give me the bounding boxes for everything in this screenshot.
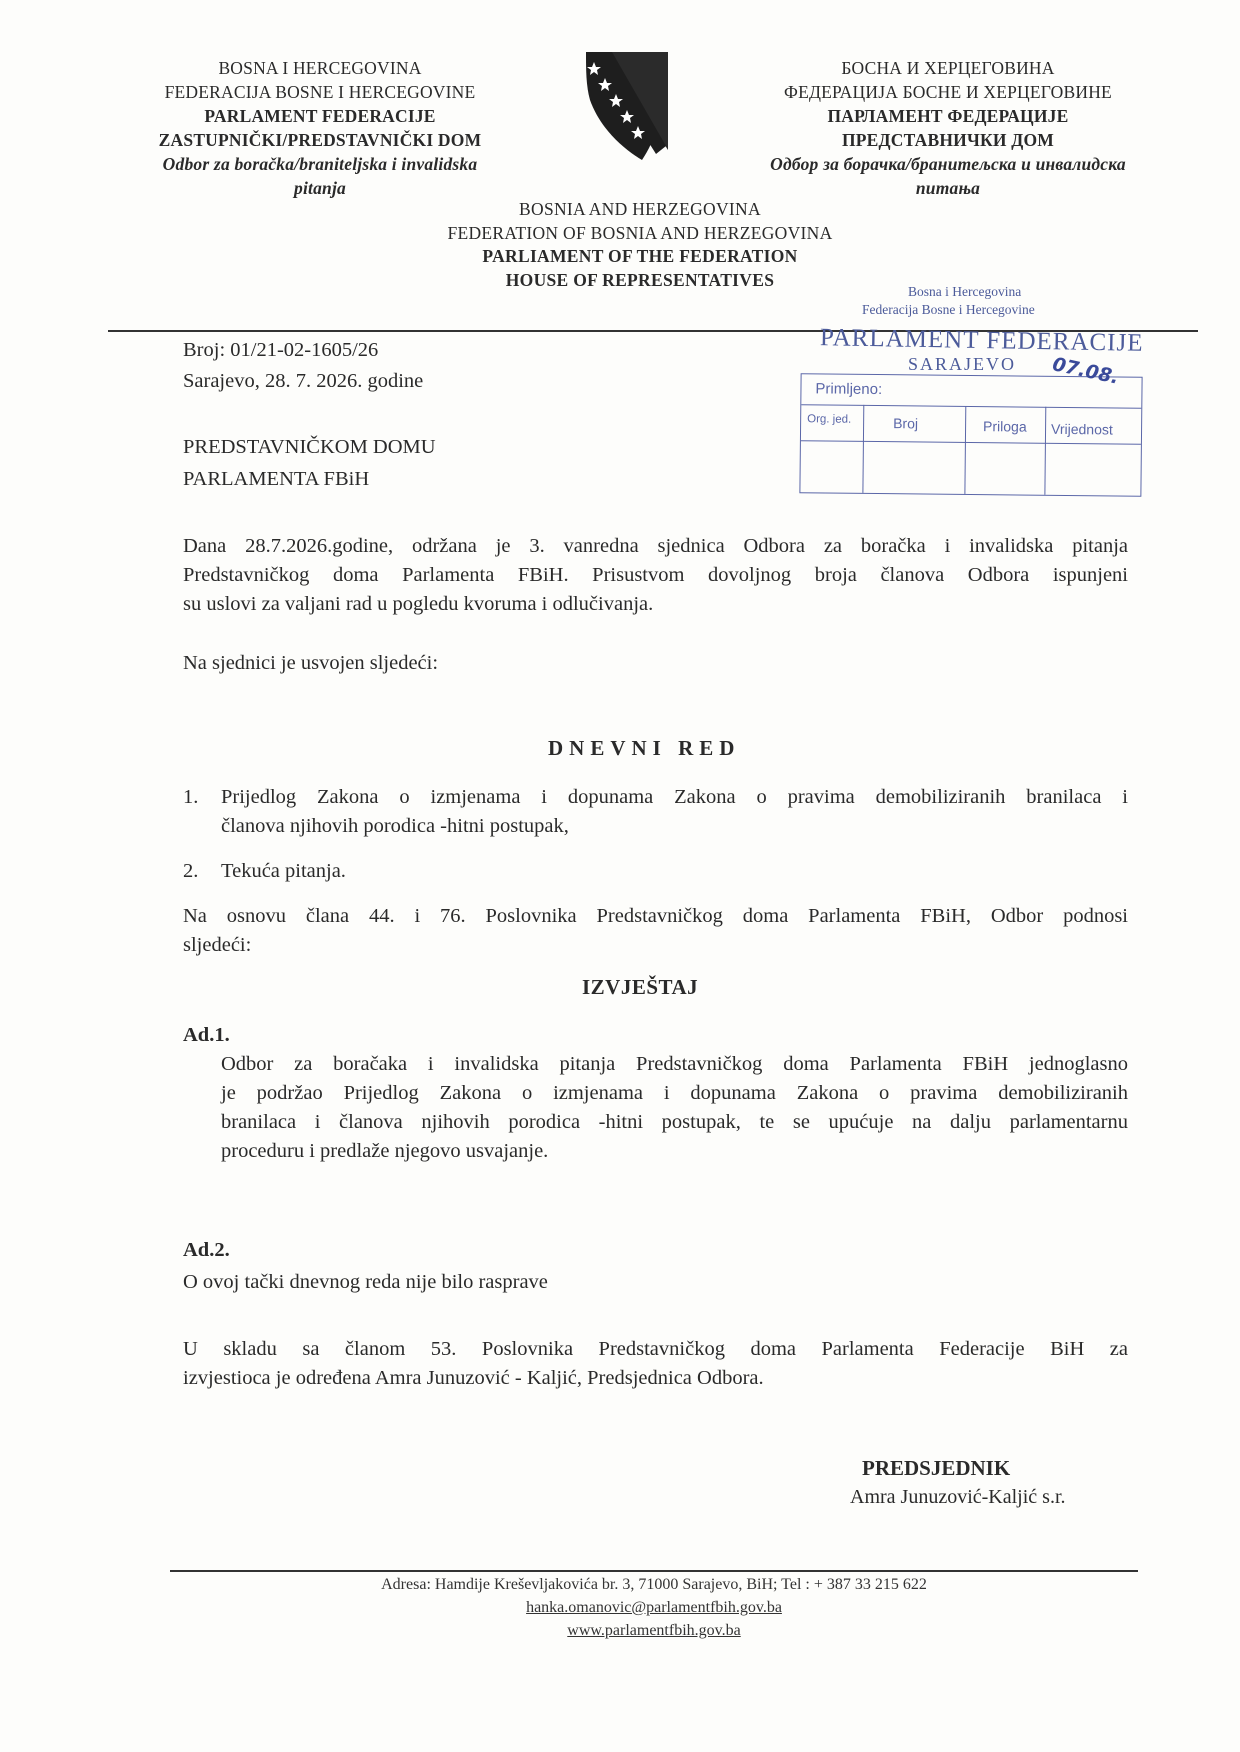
agenda-item2: Tekuća pitanja.	[221, 860, 346, 882]
header-right-line1: БОСНА И ХЕРЦЕГОВИНА	[841, 58, 1055, 78]
stamp-handwritten-date: 07.08.	[1050, 353, 1121, 389]
report-title: IZVJEŠTAJ	[582, 975, 699, 999]
closing-line2: izvjestioca je određena Amra Junuzović - Kaljić, Predsjednica Odbora.	[183, 1367, 764, 1389]
ad1-line3: branilaca i članova njihovih porodica -hitni postupak, te se upućuje na dalju parlamentarnu	[221, 1111, 1128, 1133]
footer-email-link[interactable]: hanka.omanovic@parlamentfbih.gov.ba	[526, 1599, 782, 1616]
intro-paragraph	[183, 532, 1128, 619]
ad1-line4: proceduru i predlaže njegovo usvajanje.	[221, 1140, 549, 1162]
header-right-line5: Одбор за борачка/бранитељска и инвалидска	[770, 154, 1126, 174]
recipient-line2: PARLAMENTA FBiH	[183, 468, 370, 490]
header-left-line1: BOSNA I HERCEGOVINA	[218, 58, 422, 78]
ad2-text: O ovoj tački dnevnog reda nije bilo rasprave	[183, 1271, 548, 1293]
header-right-line2: ФЕДЕРАЦИЈА БОСНЕ И ХЕРЦЕГОВИНЕ	[784, 82, 1112, 102]
stamp-box	[799, 373, 1142, 497]
header-right-line6: питања	[915, 178, 981, 198]
coat-of-arms-icon	[582, 50, 672, 162]
stamp-line1: Bosna i Hercegovina	[908, 284, 1022, 299]
header-center	[300, 198, 980, 292]
agenda-item1-line1: Prijedlog Zakona o izmjenama i dopunama Zakona o pravima demobiliziranih branilaca i	[221, 786, 1128, 808]
stamp-line2: Federacija Bosne i Hercegovine	[862, 302, 1035, 317]
closing-line1: U skladu sa članom 53. Poslovnika Predstavničkog doma Parlamenta Federacije BiH za	[183, 1338, 1128, 1360]
adopted-text: Na sjednici je usvojen sljedeći:	[183, 652, 439, 674]
ad1-paragraph	[221, 1050, 1128, 1166]
basis-paragraph	[183, 902, 1128, 960]
stamp-col-attachments: Priloga	[983, 418, 1027, 435]
footer-address: Adresa: Hamdije Kreševljakovića br. 3, 71000 Sarajevo, BiH; Tel : + 387 33 215 622	[381, 1576, 927, 1593]
basis-line1: Na osnovu člana 44. i 76. Poslovnika Predstavničkog doma Parlamenta FBiH, Odbor podnosi	[183, 905, 1128, 927]
signature-name: Amra Junuzović-Kaljić s.r.	[850, 1486, 1066, 1508]
header-left-line5: Odbor za boračka/braniteljska i invalidska	[162, 154, 478, 174]
agenda-item2-number: 2.	[183, 860, 199, 882]
header-center-line4: HOUSE OF REPRESENTATIVES	[505, 269, 775, 290]
header-center-line3: PARLIAMENT OF THE FEDERATION	[482, 246, 798, 266]
agenda-item1-number: 1.	[183, 786, 199, 808]
document-date: Sarajevo, 28. 7. 2026. godine	[183, 370, 424, 392]
basis-line2: sljedeći:	[183, 934, 252, 956]
stamp-col-value: Vrijednost	[1050, 420, 1113, 438]
header-left-line3: PARLAMENT FEDERACIJE	[204, 106, 436, 126]
footer-email-wrap	[200, 1597, 1108, 1619]
intro-line3: su uslovi za valjani rad u pogledu kvoruma i odlučivanja.	[183, 593, 654, 615]
stamp-line4: SARAJEVO	[908, 354, 1017, 374]
header-left-line2: FEDERACIJA BOSNE I HERCEGOVINE	[164, 82, 476, 102]
footer-website-link[interactable]: www.parlamentfbih.gov.ba	[567, 1622, 741, 1639]
agenda-title: DNEVNI RED	[548, 736, 741, 760]
stamp-col-number: Broj	[893, 415, 919, 432]
signature-title: PREDSJEDNIK	[862, 1456, 1011, 1480]
ad2-title: Ad.2.	[183, 1239, 230, 1261]
header-center-line2: FEDERATION OF BOSNIA AND HERZEGOVINA	[447, 222, 833, 243]
agenda-item1-line2: članova njihovih porodica -hitni postupak,	[221, 815, 569, 837]
document-number: Broj: 01/21-02-1605/26	[183, 339, 379, 361]
header-center-line1: BOSNIA AND HERZEGOVINA	[519, 199, 761, 219]
header-right-line3: ПАРЛАМЕНТ ФЕДЕРАЦИЈЕ	[827, 106, 1069, 126]
header-left-line6: pitanja	[294, 178, 346, 198]
footer-website-wrap	[200, 1620, 1108, 1642]
ad1-line1: Odbor za boračaka i invalidska pitanja Predstavničkog doma Parlamenta FBiH jednoglasno	[221, 1053, 1128, 1075]
stamp-received-label: Primljeno:	[815, 380, 883, 399]
stamp-col-org: Org. jed.	[807, 413, 852, 426]
intro-line1: Dana 28.7.2026.godine, održana je 3. vanredna sjednica Odbora za boračka i invalidska pitanja	[183, 535, 1128, 557]
ad1-line2: je podržao Prijedlog Zakona o izmjenama i dopunama Zakona o pravima demobiliziranih	[221, 1082, 1128, 1104]
agenda-item1	[221, 783, 1128, 841]
footer-divider	[170, 1570, 1138, 1572]
intro-line2: Predstavničkog doma Parlamenta FBiH. Prisustvom dovoljnog broja članova Odbora ispunjeni	[183, 564, 1128, 586]
header-right-line4: ПРЕДСТАВНИЧКИ ДОМ	[841, 130, 1055, 150]
header-left	[120, 56, 520, 200]
recipient-line1: PREDSTAVNIČKOM DOMU	[183, 436, 436, 458]
header-right	[748, 56, 1148, 200]
header-left-line4: ZASTUPNIČKI/PREDSTAVNIČKI DOM	[158, 130, 482, 150]
closing-paragraph	[183, 1335, 1128, 1393]
stamp-line3: PARLAMENT FEDERACIJE	[819, 324, 1144, 357]
ad1-title: Ad.1.	[183, 1024, 230, 1046]
